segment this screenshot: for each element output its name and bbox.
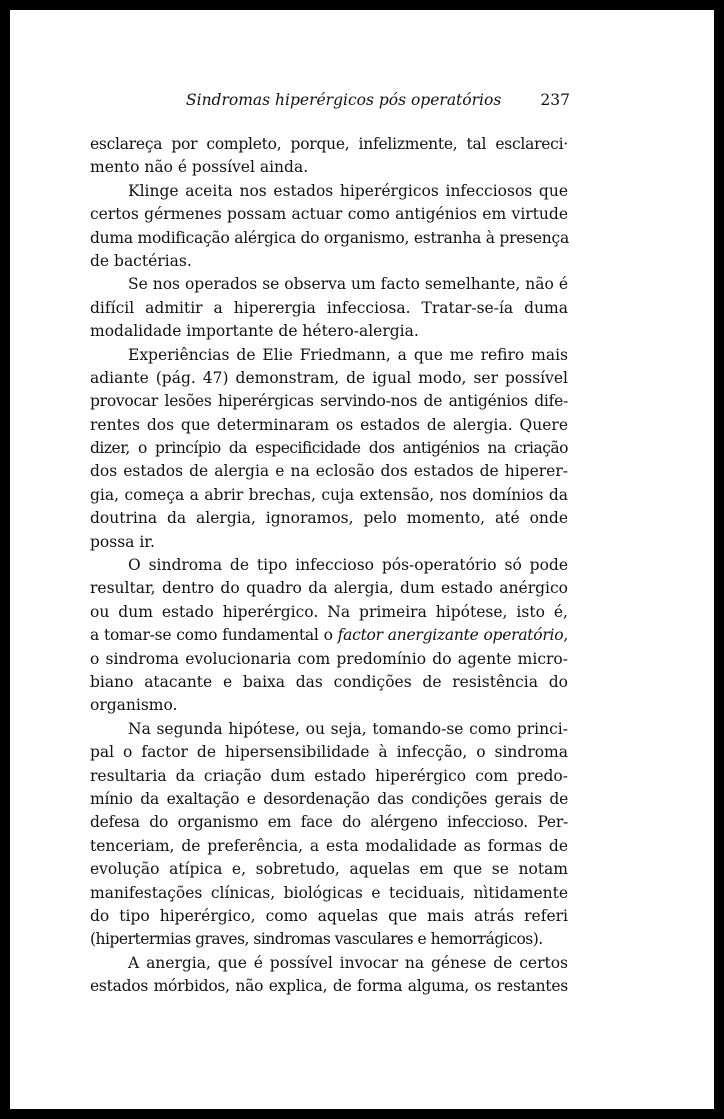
text-line: do tipo hiperérgico, como aquelas que mais atrás referi: [90, 906, 568, 925]
text-line: A anergia, que é possível invocar na génese de certos: [128, 953, 568, 972]
text-line: Experiências de Elie Friedmann, a que me refiro mais: [128, 345, 568, 364]
text-line: estados mórbidos, não explica, de forma alguma, os restantes: [90, 977, 568, 996]
text-line: dos estados de alergia e na eclosão dos estados de hiperer-: [90, 462, 568, 481]
page-number: 237: [540, 91, 570, 109]
text-line: (hipertermias graves, sindromas vasculares e hemorrágicos).: [90, 930, 543, 949]
text-line: ou dum estado hiperérgico. Na primeira hipótese, isto é,: [90, 602, 568, 621]
text-line: mento não é possível ainda.: [90, 158, 309, 177]
text-fragment: a tomar-se como fundamental o: [90, 626, 338, 645]
text-line: modalidade importante de hétero-alergia.: [90, 322, 419, 341]
text-line: provocar lesões hiperérgicas servindo-nos de antigénios dife-: [90, 392, 568, 411]
text-line: Klinge aceita nos estados hiperérgicos infecciosos que: [128, 181, 568, 200]
text-line: evolução atípica e, sobretudo, aquelas em que se notam: [90, 860, 568, 879]
emphasized-term: factor anergizante operatório: [337, 626, 564, 645]
text-line: Na segunda hipótese, ou seja, tomando-se como princi-: [128, 719, 568, 738]
text-line: resultar, dentro do quadro da alergia, dum estado anérgico: [90, 579, 568, 598]
text-line: doutrina da alergia, ignoramos, pelo momento, até onde: [90, 509, 568, 528]
running-title: Sindromas hiperérgicos pós operatórios: [186, 91, 502, 109]
body-text: [90, 133, 568, 998]
text-line: possa ir.: [90, 532, 155, 551]
text-line: tenceriam, de preferência, a esta modalidade as formas de: [90, 836, 568, 855]
page-header: [186, 89, 570, 113]
text-line: o sindroma evolucionaria com predomínio do agente micro-: [90, 649, 568, 668]
text-line: adiante (pág. 47) demonstram, de igual modo, ser possível: [90, 368, 568, 387]
text-line: resultaria da criação dum estado hiperérgico com predo-: [90, 766, 568, 785]
text-line: certos gérmenes possam actuar como antigénios em virtude: [90, 205, 568, 224]
text-line: pal o factor de hipersensibilidade à infecção, o sindroma: [90, 743, 568, 762]
text-line: biano atacante e baixa das condições de resistência do: [90, 672, 568, 691]
text-line: Se nos operados se observa um facto semelhante, não é: [128, 275, 568, 294]
text-line: dizer, o princípio da especificidade dos antigénios na criação: [90, 439, 568, 458]
text-line: duma modificação alérgica do organismo, estranha à presença: [90, 228, 569, 247]
text-line: defesa do organismo em face do alérgeno infeccioso. Per-: [90, 813, 568, 832]
text-line: manifestações clínicas, biológicas e teciduais, nìtidamente: [90, 883, 568, 902]
text-fragment: ,: [563, 626, 569, 645]
text-line: esclareça por completo, porque, infelizmente, tal esclareci·: [90, 135, 568, 153]
text-line: difícil admitir a hiperergia infecciosa. Tratar-se-ía duma: [90, 298, 568, 317]
text-line: rentes dos que determinaram os estados de alergia. Quere: [90, 415, 568, 434]
text-line: [90, 624, 568, 647]
text-line: gia, começa a abrir brechas, cuja extensão, nos domínios da: [90, 485, 568, 504]
text-line: mínio da exaltação e desordenação das condições gerais de: [90, 789, 568, 808]
text-line: de bactérias.: [90, 251, 192, 270]
text-line: organismo.: [90, 696, 178, 715]
text-line: O sindroma de tipo infeccioso pós-operatório só pode: [128, 556, 568, 575]
